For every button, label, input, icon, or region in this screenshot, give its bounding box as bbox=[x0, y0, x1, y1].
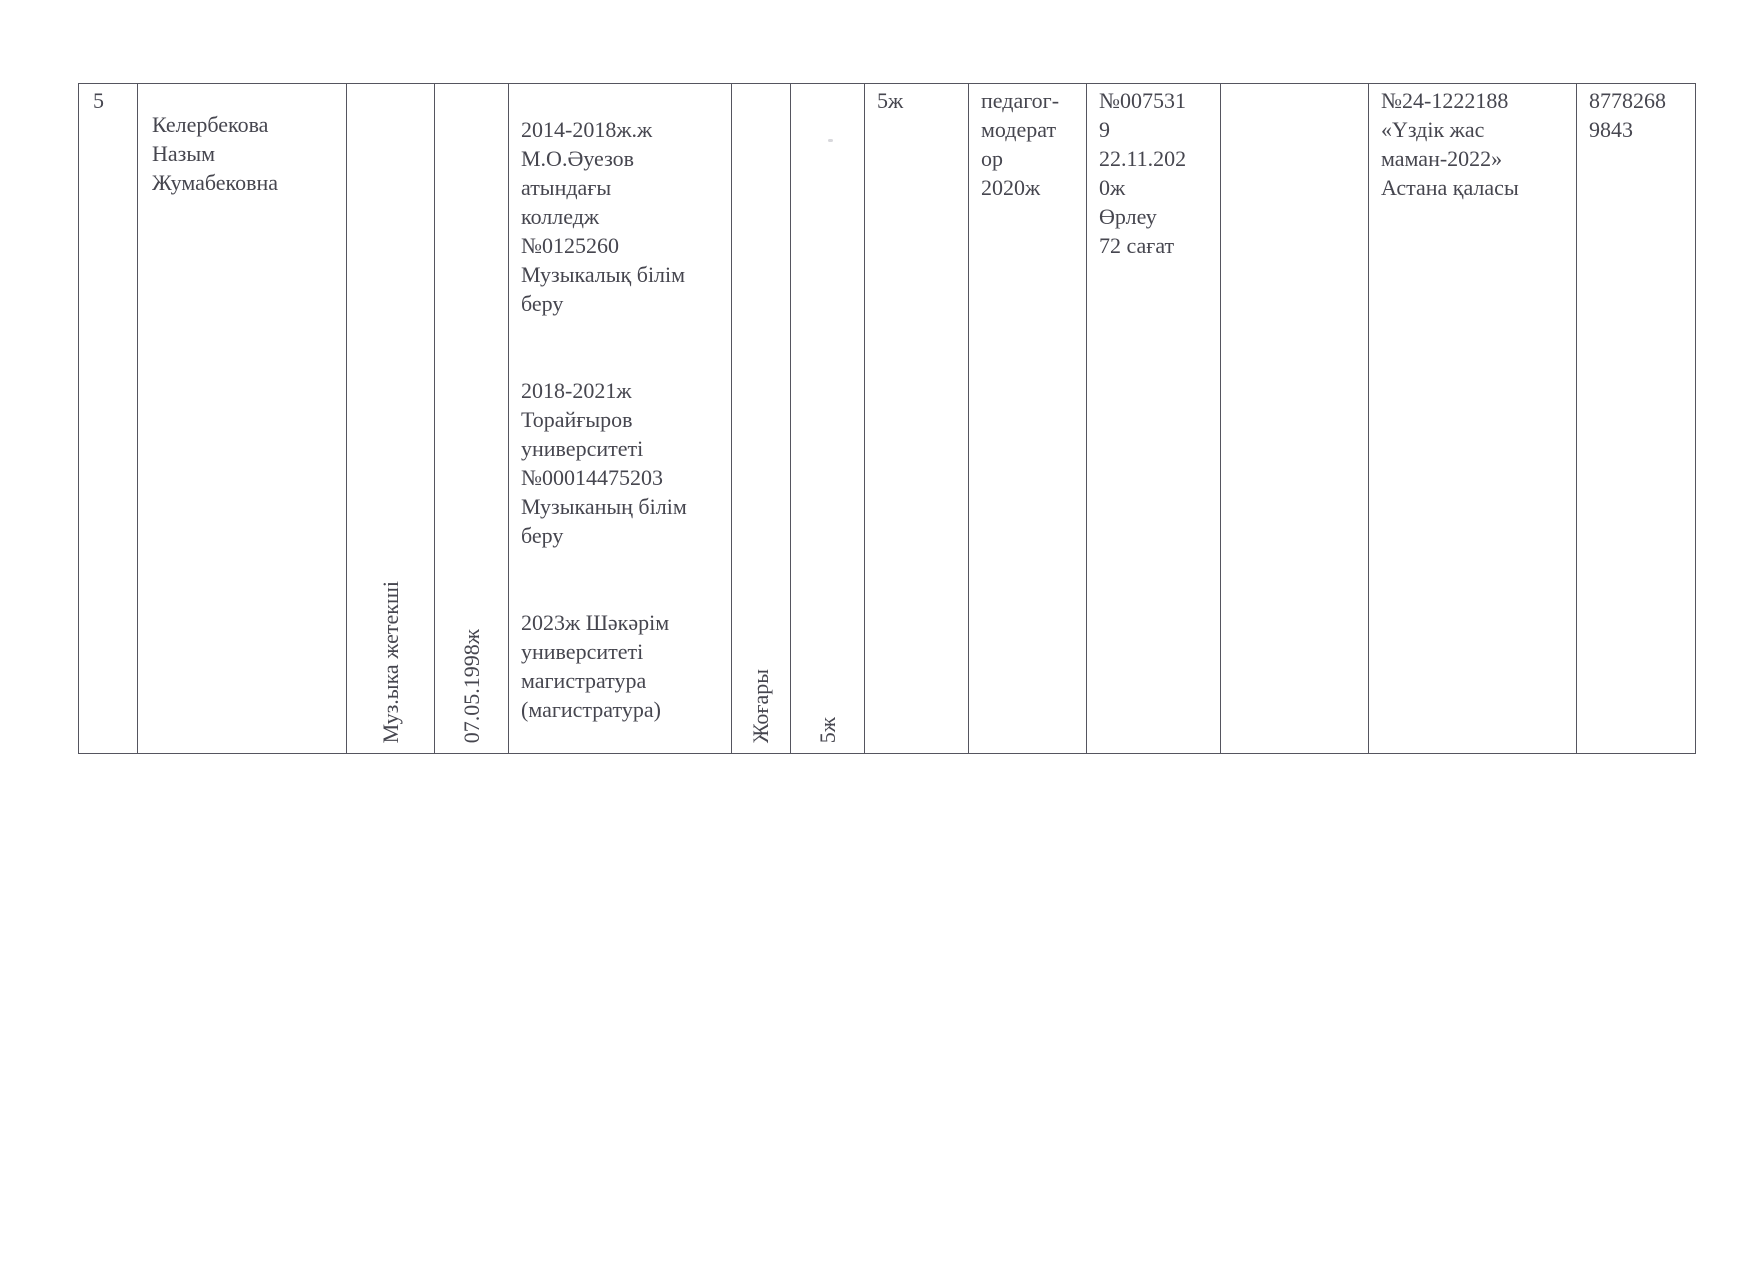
phone: 8778268 9843 bbox=[1589, 88, 1666, 142]
awards: №24-1222188 «Үздік жас маман-2022» Астана қаласы bbox=[1381, 88, 1519, 200]
cell-category bbox=[969, 84, 1087, 754]
cell-empty bbox=[1221, 84, 1369, 754]
cell-awards bbox=[1369, 84, 1577, 754]
courses: №007531 9 22.11.202 0ж Өрлеу 72 сағат bbox=[1099, 88, 1187, 258]
scan-speck bbox=[828, 139, 833, 142]
empty-value bbox=[1221, 84, 1368, 86]
cell-row-number bbox=[79, 84, 138, 754]
cell-full-name bbox=[138, 84, 347, 754]
cell-birth-date bbox=[435, 84, 509, 754]
row-number: 5 bbox=[93, 88, 104, 113]
education-entry: 2018-2021ж Торайғыров университеті №00014475203 Музыканың білім беру bbox=[521, 378, 687, 548]
full-name: Келербекова Назым Жумабековна bbox=[152, 112, 279, 195]
table-row bbox=[79, 84, 1696, 754]
cell-position bbox=[347, 84, 435, 754]
cell-courses bbox=[1087, 84, 1221, 754]
total-experience: 5ж bbox=[814, 716, 840, 743]
education bbox=[509, 84, 731, 753]
cell-phone bbox=[1577, 84, 1696, 754]
education-level: Жоғары bbox=[748, 668, 773, 743]
cell-pedagogical-experience bbox=[865, 84, 969, 754]
cell-education-level bbox=[732, 84, 791, 754]
staff-table bbox=[78, 83, 1696, 754]
category: педагог- модерат ор 2020ж bbox=[981, 88, 1060, 200]
birth-date: 07.05.1998ж bbox=[458, 628, 484, 743]
cell-total-experience bbox=[791, 84, 865, 754]
position: Муз.ыка жетекші bbox=[377, 580, 403, 743]
pedagogical-experience: 5ж bbox=[877, 88, 904, 113]
cell-education bbox=[509, 84, 732, 754]
education-entry: 2023ж Шәкәрім университеті магистратура (магистратура) bbox=[521, 610, 670, 722]
education-entry: 2014-2018ж.ж М.О.Әуезов атындағы колледж №0125260 Музыкалық білім беру bbox=[521, 117, 686, 316]
